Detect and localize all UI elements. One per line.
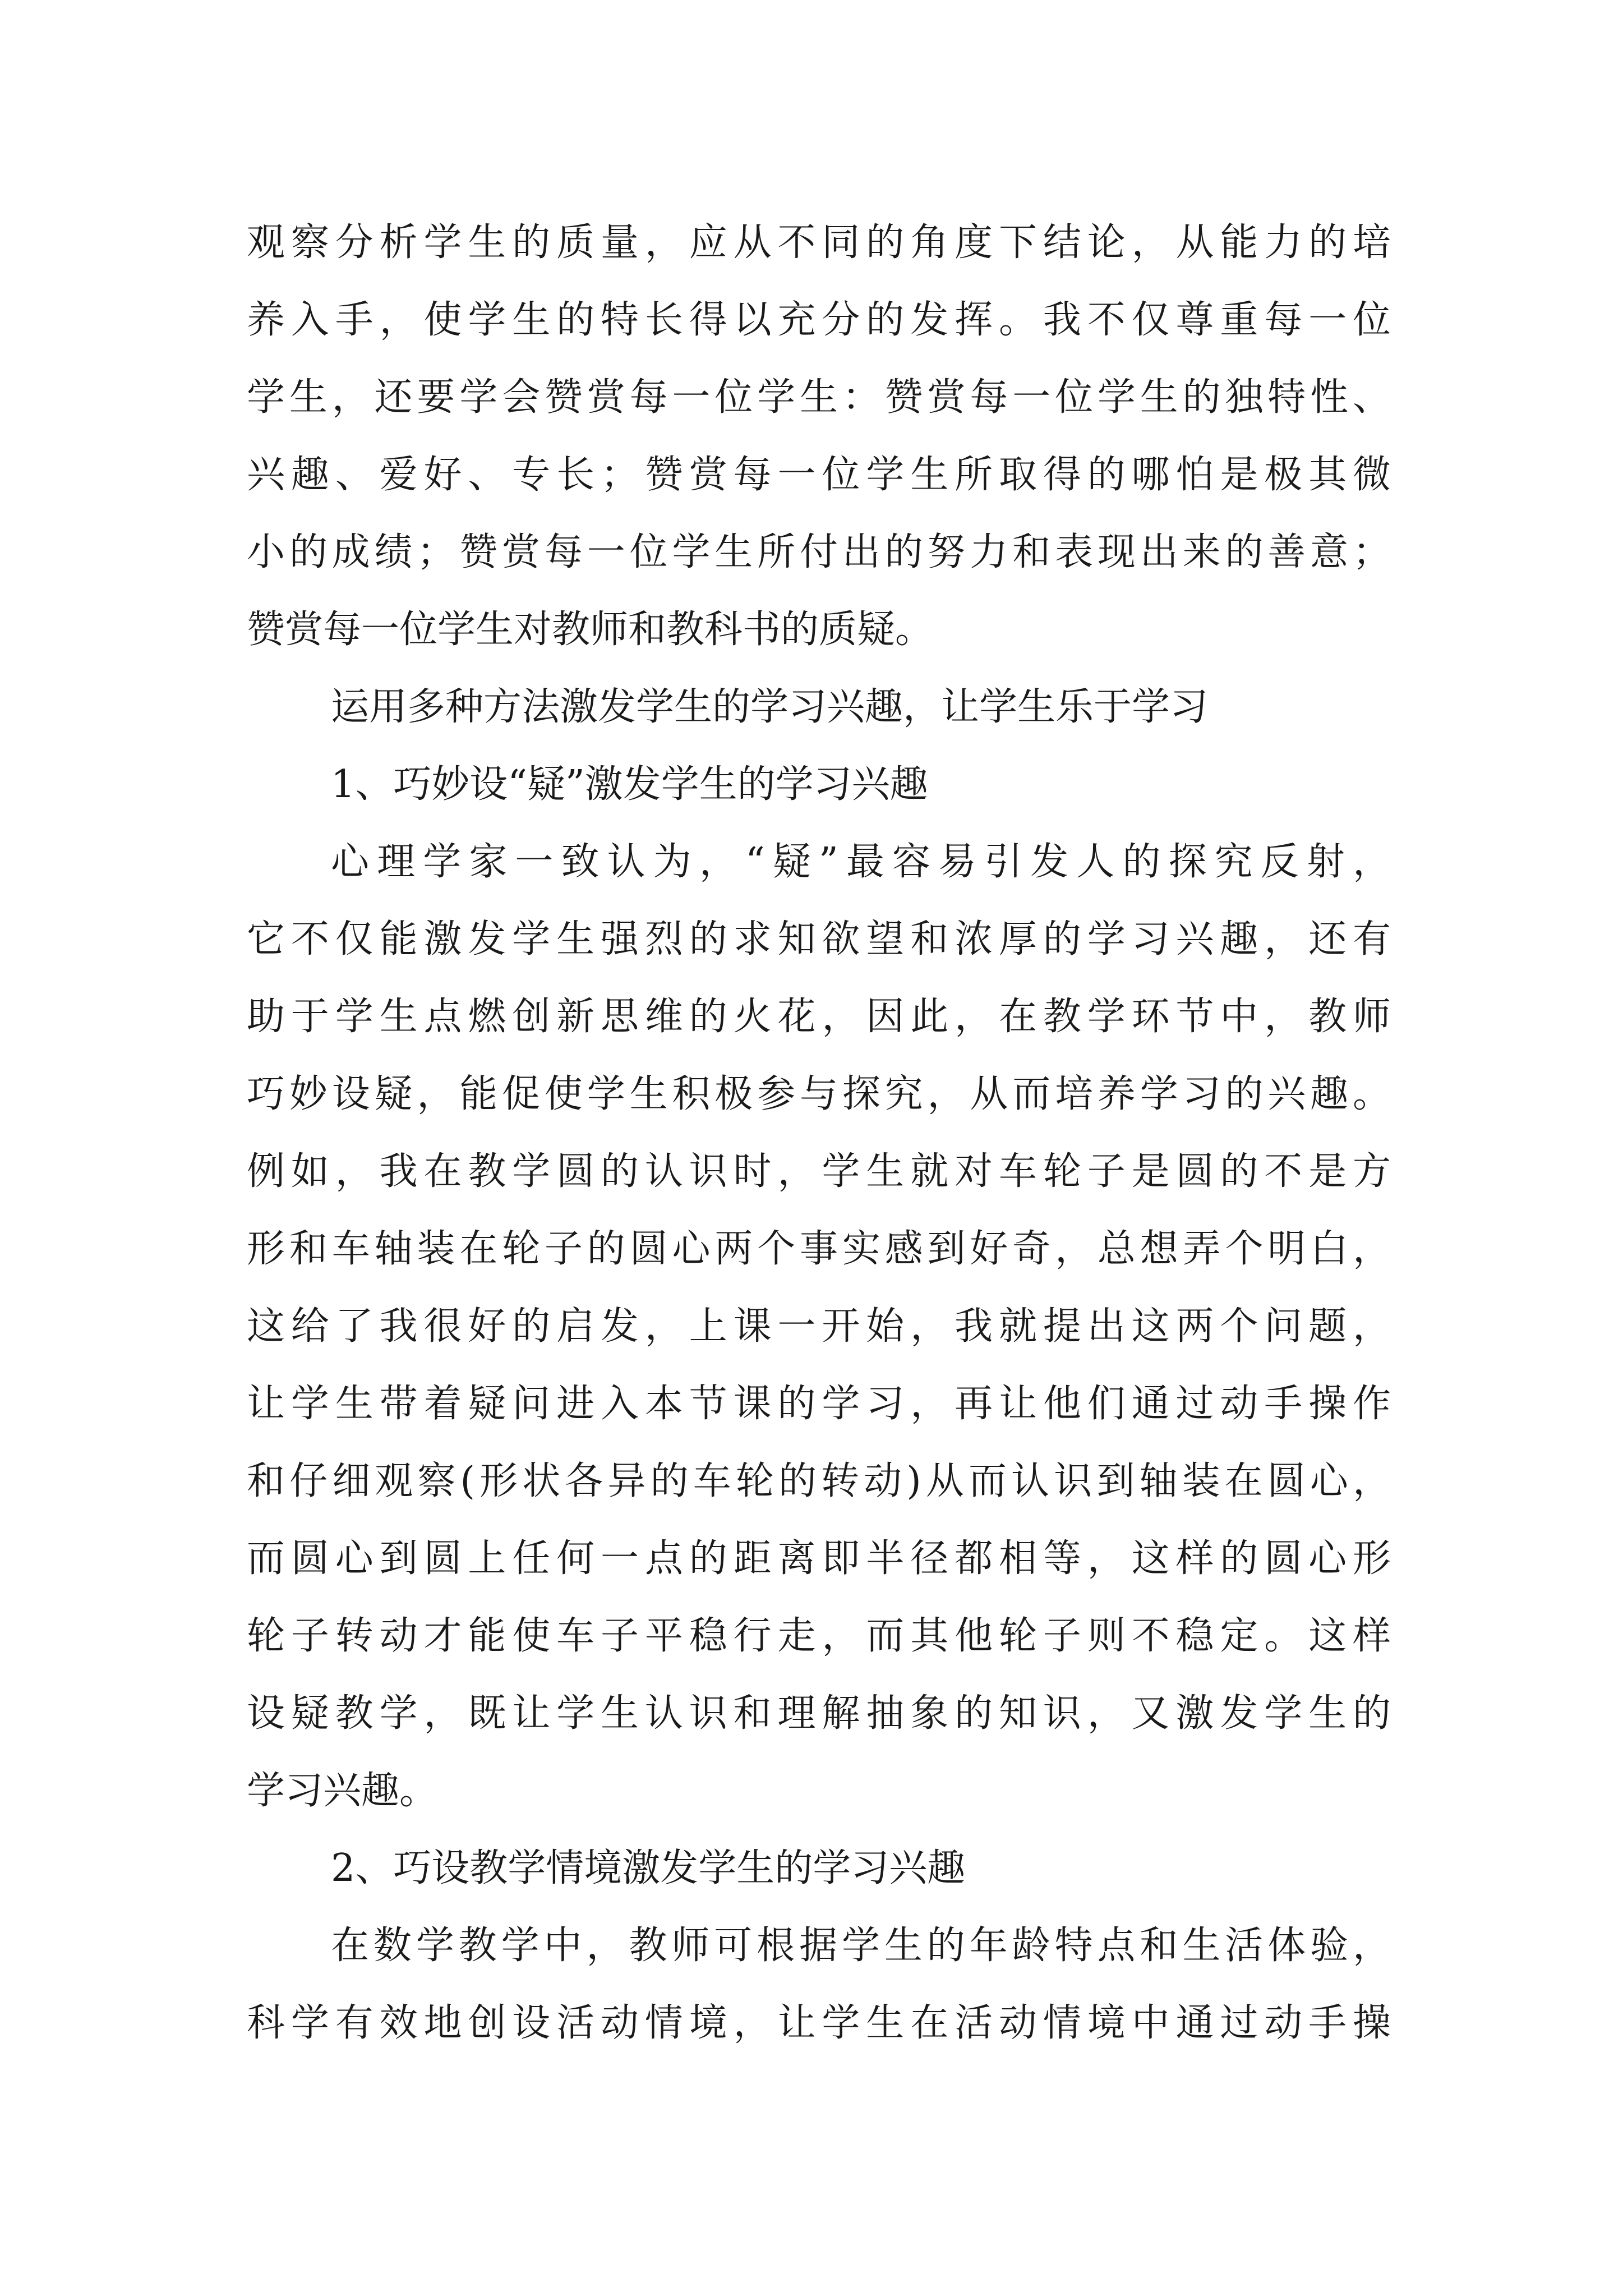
subsection-heading: 2、巧设教学情境激发学生的学习兴趣 [331,1846,966,1890]
paragraph-line: 让学生带着疑问进入本节课的学习，再让他们通过动手操作 [247,1382,1391,1426]
paragraph-line: 助于学生点燃创新思维的火花，因此，在教学环节中，教师 [247,995,1391,1039]
paragraph-line: 观察分析学生的质量，应从不同的角度下结论，从能力的培 [247,220,1391,265]
paragraph-line: 巧妙设疑，能促使学生积极参与探究，从而培养学习的兴趣。 [247,1072,1391,1116]
paragraph-line: 在数学教学中，教师可根据学生的年龄特点和生活体验， [331,1924,1391,1968]
paragraph-line: 例如，我在教学圆的认识时，学生就对车轮子是圆的不是方 [247,1149,1391,1194]
paragraph-line: 设疑教学，既让学生认识和理解抽象的知识，又激发学生的 [247,1691,1391,1736]
paragraph-line: 这给了我很好的启发，上课一开始，我就提出这两个问题， [247,1304,1391,1349]
paragraph-line: 养入手，使学生的特长得以充分的发挥。我不仅尊重每一位 [247,298,1391,342]
paragraph-line: 和仔细观察(形状各异的车轮的转动)从而认识到轴装在圆心， [247,1459,1391,1503]
section-heading: 运用多种方法激发学生的学习兴趣，让学生乐于学习 [331,685,1209,729]
paragraph-line: 轮子转动才能使车子平稳行走，而其他轮子则不稳定。这样 [247,1614,1391,1658]
paragraph-line: 赞赏每一位学生对教师和教科书的质疑。 [247,608,934,652]
paragraph-line: 科学有效地创设活动情境，让学生在活动情境中通过动手操 [247,2001,1391,2045]
paragraph-line: 它不仅能激发学生强烈的求知欲望和浓厚的学习兴趣，还有 [247,917,1391,961]
paragraph-line: 学习兴趣。 [247,1769,438,1813]
paragraph-line: 兴趣、爱好、专长；赞赏每一位学生所取得的哪怕是极其微 [247,453,1391,497]
subsection-heading: 1、巧妙设“疑”激发学生的学习兴趣 [331,762,928,807]
paragraph-line: 心理学家一致认为，“疑”最容易引发人的探究反射， [331,840,1391,884]
paragraph-line: 形和车轴装在轮子的圆心两个事实感到好奇，总想弄个明白， [247,1227,1391,1271]
paragraph-line: 小的成绩；赞赏每一位学生所付出的努力和表现出来的善意； [247,530,1391,574]
paragraph-line: 学生，还要学会赞赏每一位学生：赞赏每一位学生的独特性、 [247,375,1391,420]
paragraph-line: 而圆心到圆上任何一点的距离即半径都相等，这样的圆心形 [247,1536,1391,1581]
